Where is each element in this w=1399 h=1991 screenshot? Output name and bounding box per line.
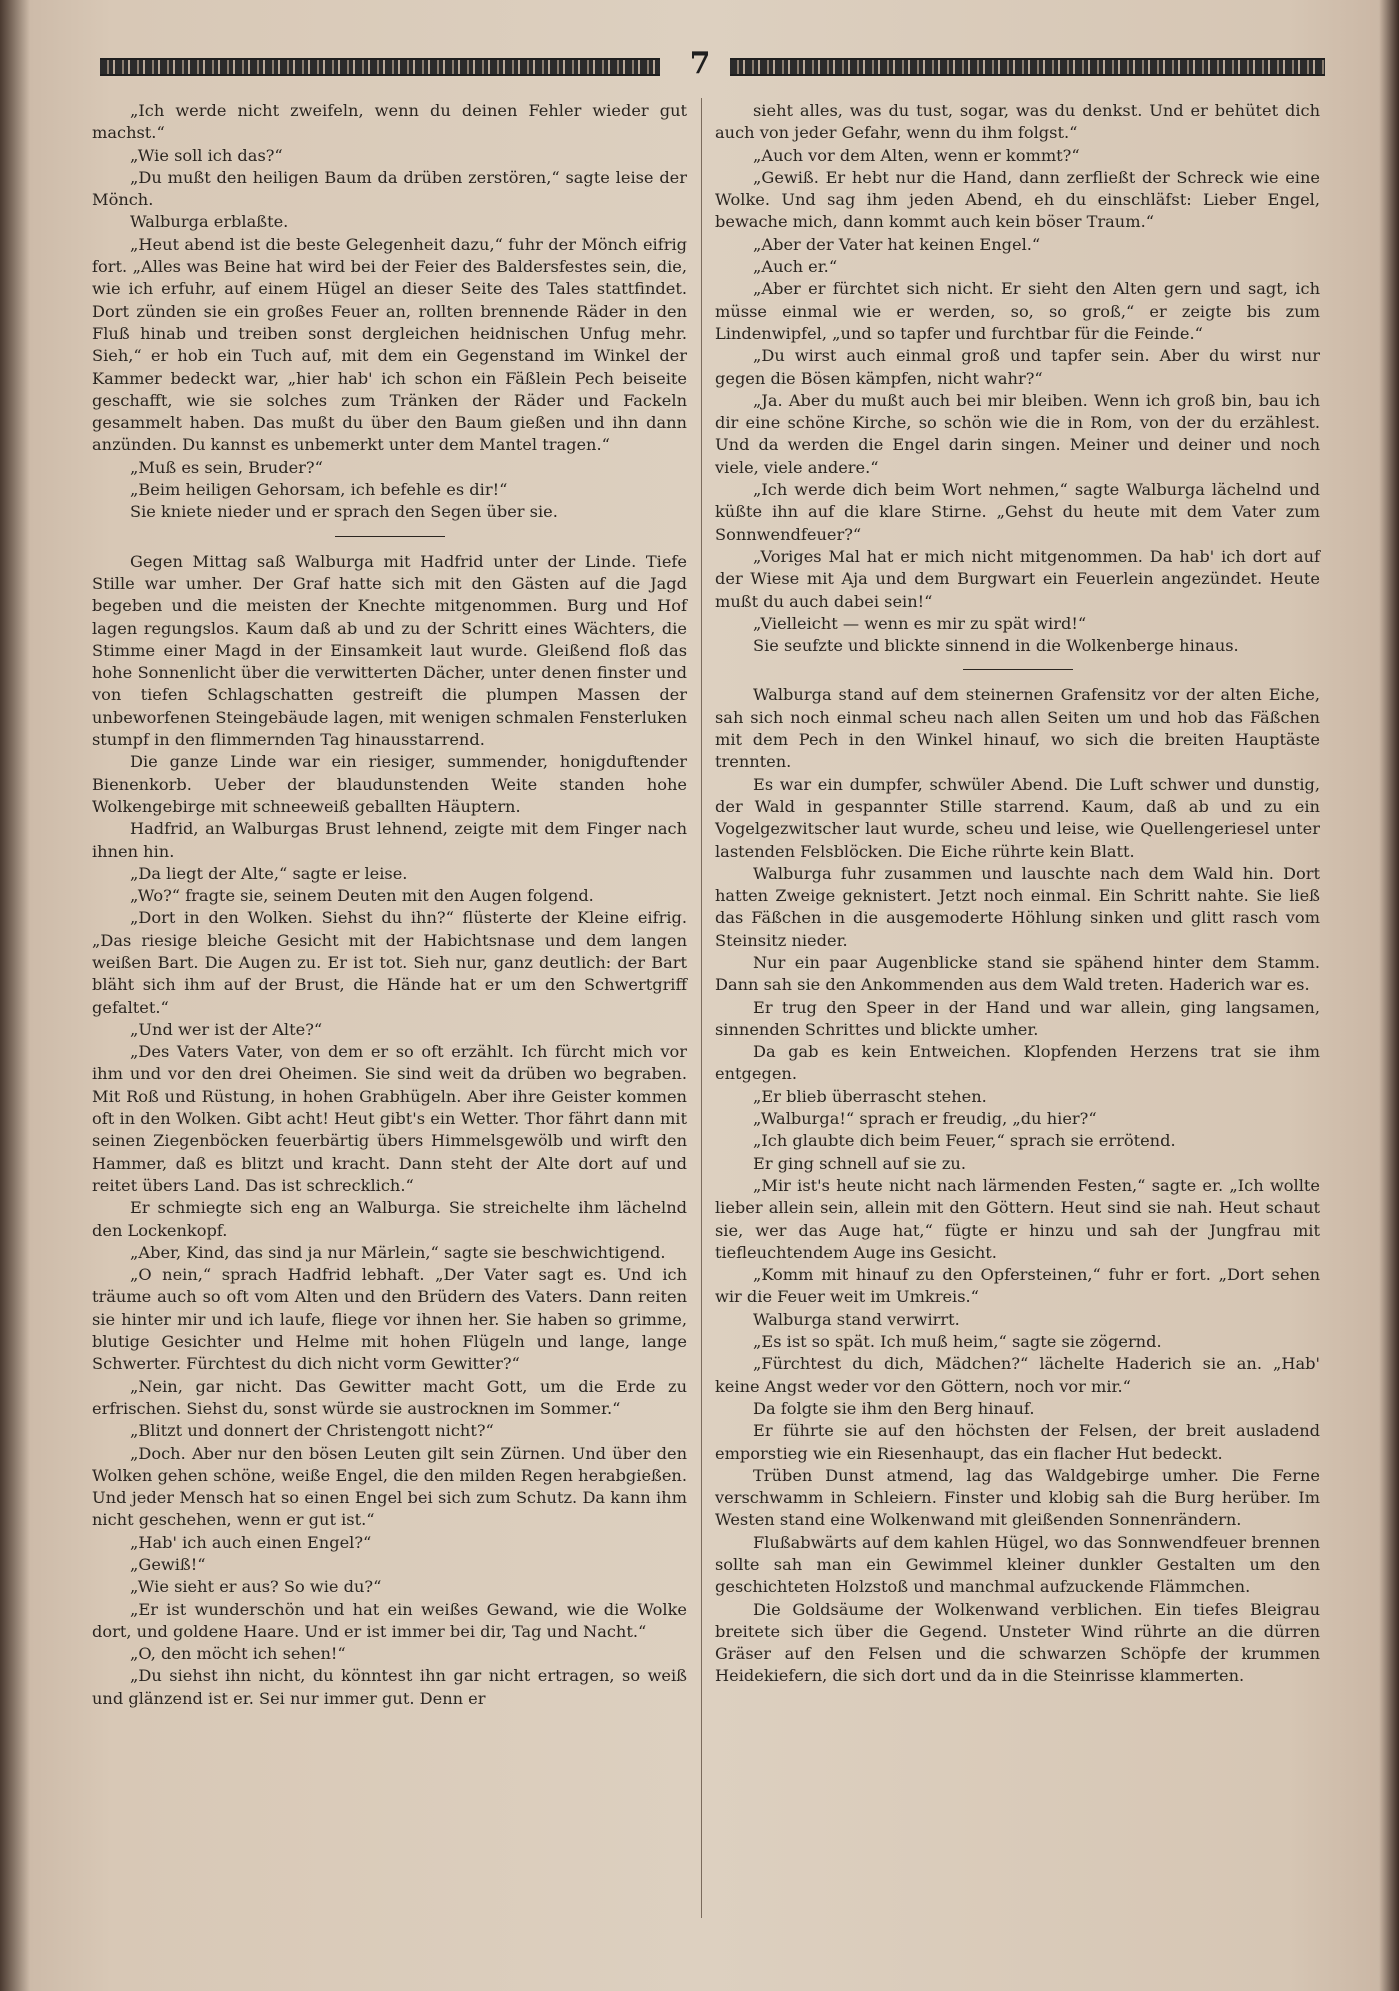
- paragraph: „Komm mit hinauf zu den Opfersteinen,“ fuhr er fort. „Dort sehen wir die Feuer weit im Umkreis.“: [715, 1265, 1320, 1307]
- paragraph: Trüben Dunst atmend, lag das Waldgebirge umher. Die Ferne verschwamm in Schleiern. Finster und klobig sah die Burg herüber. Im Westen stand eine Wolkenwand mit gleißenden Sonnenrändern.: [715, 1465, 1320, 1530]
- page-header: [100, 46, 1325, 80]
- paragraph: „O nein,“ sprach Hadfrid lebhaft. „Der Vater sagt es. Und ich träume auch so oft vom Alten und den Brüdern des Vaters. Dann reiten sie hinter mir und ich laufe, fliege vor ihnen her. Sie haben so grimme, blutige Gesichter und Helme mit hohen Flügeln und lange, lange Schwerter. Fürchtest du dich nicht vorm Gewitter?“: [92, 1265, 687, 1374]
- paragraph: „Du siehst ihn nicht, du könntest ihn gar nicht ertragen, so weiß und glänzend ist er. Sei nur immer gut. Denn er: [92, 1666, 687, 1708]
- paragraph: Er schmiegte sich eng an Walburga. Sie streichelte ihm lächelnd den Lockenkopf.: [92, 1198, 687, 1240]
- paragraph: sieht alles, was du tust, sogar, was du denkst. Und er behütet dich auch von jeder Gefahr, wenn du ihm folgst.“: [715, 101, 1320, 143]
- paragraph: „Er ist wunderschön und hat ein weißes Gewand, wie die Wolke dort, und goldene Haare. Und er ist immer bei dir, Tag und Nacht.“: [92, 1599, 687, 1641]
- paragraph: Walburga stand auf dem steinernen Grafensitz vor der alten Eiche, sah sich noch einmal scheu nach allen Seiten um und hob das Fäßchen mit dem Pech in den Winkel hinauf, wo sich die breiten Hauptäste trennten.: [715, 685, 1320, 772]
- paragraph: Die ganze Linde war ein riesiger, summender, honigduftender Bienenkorb. Ueber der blaudunstenden Weite standen hohe Wolkengebirge mit schneeweiß geballten Häuptern.: [92, 752, 687, 816]
- paragraph: „Muß es sein, Bruder?“: [130, 457, 323, 477]
- paragraph: Nur ein paar Augenblicke stand sie spähend hinter dem Stamm. Dann sah sie den Ankommenden aus dem Wald treten. Haderich war es.: [715, 952, 1320, 995]
- paragraph: „Er blieb überrascht stehen.: [753, 1086, 987, 1106]
- paragraph: Er trug den Speer in der Hand und war allein, ging langsamen, sinnenden Schrittes und blickte umher.: [715, 997, 1320, 1039]
- paragraph: „Wie soll ich das?“: [130, 145, 283, 165]
- paragraph: „Voriges Mal hat er mich nicht mitgenommen. Da hab' ich dort auf der Wiese mit Aja und dem Burgwart ein Feuerlein angezündet. Heute mußt du auch dabei sein!“: [715, 546, 1320, 611]
- paragraph: „Gewiß. Er hebt nur die Hand, dann zerfließt der Schreck wie eine Wolke. Und sag ihm jeden Abend, eh du einschläfst: Lieber Engel, bewache mich, dann kommt auch kein böser Traum.“: [715, 167, 1320, 232]
- paragraph: „Du wirst auch einmal groß und tapfer sein. Aber du wirst nur gegen die Bösen kämpfen, nicht wahr?“: [715, 346, 1320, 388]
- paragraph: „Ich werde dich beim Wort nehmen,“ sagte Walburga lächelnd und küßte ihn auf die klare Stirne. „Gehst du heute mit dem Vater zum Sonnwendfeuer?“: [715, 480, 1320, 544]
- paragraph: „Ich werde nicht zweifeln, wenn du deinen Fehler wieder gut machst.“: [92, 101, 687, 143]
- section-divider: [335, 536, 445, 537]
- paragraph: „Vielleicht — wenn es mir zu spät wird!“: [753, 613, 1087, 633]
- paragraph: „Walburga!“ sprach er freudig, „du hier?“: [753, 1109, 1097, 1129]
- paragraph: „Doch. Aber nur den bösen Leuten gilt sein Zürnen. Und über den Wolken gehen schöne, weiße Engel, die den milden Regen herabgießen. Und jeder Mensch hat so einen Engel bei sich zum Schutz. Da kann ihm nicht geschehen, wenn er gut ist.“: [92, 1443, 687, 1530]
- paragraph: „Fürchtest du dich, Mädchen?“ lächelte Haderich sie an. „Hab' keine Angst weder vor den Göttern, noch vor mir.“: [715, 1354, 1320, 1396]
- paragraph: „Hab' ich auch einen Engel?“: [130, 1532, 372, 1552]
- paragraph: Walburga stand verwirrt.: [753, 1309, 960, 1329]
- paragraph: Da gab es kein Entweichen. Klopfenden Herzens trat sie ihm entgegen.: [715, 1042, 1320, 1084]
- paragraph: „Auch er.“: [753, 257, 838, 277]
- paragraph: „Wie sieht er aus? So wie du?“: [130, 1577, 382, 1597]
- paragraph: „Aber der Vater hat keinen Engel.“: [753, 234, 1041, 254]
- paragraph: „Auch vor dem Alten, wenn er kommt?“: [753, 145, 1080, 165]
- paragraph: „Mir ist's heute nicht nach lärmenden Festen,“ sagte er. „Ich wollte lieber allein sein, allein mit den Göttern. Heut sind sie nah. Heut schaut sie, wer das Auge hat,“ fügte er hinzu und sah der Jungfrau mit tiefleuchtendem Auge ins Gesicht.: [715, 1175, 1320, 1262]
- paragraph: „Nein, gar nicht. Das Gewitter macht Gott, um die Erde zu erfrischen. Siehst du, sonst würde sie austrocknen im Sommer.“: [92, 1376, 687, 1418]
- paragraph: „Beim heiligen Gehorsam, ich befehle es dir!“: [130, 480, 508, 500]
- paragraph: Flußabwärts auf dem kahlen Hügel, wo das Sonnwendfeuer brennen sollte sah man ein Gewimmel kleiner dunkler Gestalten um den geschichteten Holzstoß und manchmal aufzuckende Flämmchen.: [715, 1532, 1320, 1597]
- paragraph: „Es ist so spät. Ich muß heim,“ sagte sie zögernd.: [753, 1332, 1162, 1352]
- section-divider: [963, 669, 1073, 670]
- paragraph: Sie kniete nieder und er sprach den Segen über sie.: [130, 502, 558, 522]
- right-column: [715, 100, 1320, 1688]
- paragraph: Er führte sie auf den höchsten der Felsen, der breit ausladend emporstieg wie ein Riesenhaupt, das ein flacher Hut bedeckt.: [715, 1421, 1320, 1463]
- paragraph: Er ging schnell auf sie zu.: [753, 1153, 966, 1173]
- paragraph: Sie seufzte und blickte sinnend in die Wolkenberge hinaus.: [753, 636, 1239, 656]
- binding-shadow: [0, 0, 30, 1991]
- paragraph: Hadfrid, an Walburgas Brust lehnend, zeigte mit dem Finger nach ihnen hin.: [92, 819, 687, 861]
- column-rule: [701, 98, 702, 1918]
- paragraph: „O, den möcht ich sehen!“: [130, 1644, 346, 1664]
- paragraph: „Du mußt den heiligen Baum da drüben zerstören,“ sagte leise der Mönch.: [92, 167, 687, 210]
- paragraph: „Ja. Aber du mußt auch bei mir bleiben. Wenn ich groß bin, bau ich dir eine schöne Kirche, so schön wie die in Rom, von der du erzählest. Und da werden die Engel darin singen. Meiner und deiner und noch viele, viele andere.“: [715, 390, 1320, 477]
- paragraph: „Des Vaters Vater, von dem er so oft erzählt. Ich fürcht mich vor ihm und vor den drei Oheimen. Sie sind weit da drüben wo begraben. Mit Roß und Rüstung, in hohen Grabhügeln. Aber ihre Geister kommen oft in den Wolken. Gibt acht! Heut gibt's ein Wetter. Thor fährt dann mit seinen Ziegenböcken feuerbärtig übers Himmelsgewölb und wirft den Hammer, daß es blitzt und kracht. Dann steht der Alte dort auf und reitet übers Land. Das ist schrecklich.“: [92, 1042, 687, 1195]
- paragraph: Walburga fuhr zusammen und lauschte nach dem Wald hin. Dort hatten Zweige geknistert. Jetzt noch einmal. Ein Schritt nahte. Sie ließ das Fäßchen in die ausgemoderte Höhlung sinken und glitt rasch vom Steinsitz nieder.: [715, 863, 1320, 950]
- page-number: 7: [689, 46, 711, 81]
- header-ornament-left: [100, 58, 660, 76]
- paragraph: Die Goldsäume der Wolkenwand verblichen. Ein tiefes Bleigrau breitete sich über die Gegend. Unsteter Wind rührte an die dürren Gräser auf den Felsen und die schwarzen Schöpfe der krummen Heidekiefern, die sich dort und da in die Steinrisse klammerten.: [715, 1599, 1320, 1686]
- paragraph: „Wo?“ fragte sie, seinem Deuten mit den Augen folgend.: [130, 886, 594, 906]
- paragraph: „Aber er fürchtet sich nicht. Er sieht den Alten gern und sagt, ich müsse einmal wie er werden, so, so groß,“ er zeigte bis zum Lindenwipfel, „und so tapfer und furchtbar für die Feinde.“: [715, 279, 1320, 343]
- paragraph: Gegen Mittag saß Walburga mit Hadfrid unter der Linde. Tiefe Stille war umher. Der Graf hatte sich mit den Gästen auf die Jagd begeben und die meisten der Knechte mitgenommen. Burg und Hof lagen regungslos. Kaum daß ab und zu der Schritt eines Wächters, die Stimme einer Magd in der Einsamkeit laut wurde. Gleißend floß das hohe Sonnenlicht über die verwitterten Dächer, unter denen finster und von tiefen Schlagschatten gestreift die plumpen Massen der unbeworfenen Steingebäude lagen, mit wenigen schmalen Fensterluken stumpf in den flimmernden Tag hinausstarrend.: [92, 551, 687, 750]
- paragraph: „Ich glaubte dich beim Feuer,“ sprach sie errötend.: [753, 1131, 1176, 1151]
- paragraph: „Heut abend ist die beste Gelegenheit dazu,“ fuhr der Mönch eifrig fort. „Alles was Beine hat wird bei der Feier des Baldersfestes sein, die, wie ich erfuhr, auf einem Hügel an dieser Seite des Tales stattfindet. Dort zünden sie ein großes Feuer an, rollten brennende Räder in den Fluß hinab und treiben sonst dergleichen heidnischen Unfug mehr. Sieh,“ er hob ein Tuch auf, mit dem ein Gegenstand im Winkel der Kammer bedeckt war, „hier hab' ich schon ein Fäßlein Pech beiseite geschafft, wie sie solches zum Tränken der Räder und Fackeln gesammelt haben. Das mußt du über den Baum gießen und ihn dann anzünden. Du kannst es unbemerkt unter dem Mantel tragen.“: [92, 234, 687, 455]
- paragraph: „Dort in den Wolken. Siehst du ihn?“ flüsterte der Kleine eifrig. „Das riesige bleiche Gesicht mit der Habichtsnase und dem langen weißen Bart. Die Augen zu. Er ist tot. Sieh nur, ganz deutlich: der Bart bläht sich ihm auf der Brust, die Hände hat er um den Schwertgriff gefaltet.“: [92, 908, 687, 1017]
- left-column: [92, 100, 687, 1710]
- paragraph: Es war ein dumpfer, schwüler Abend. Die Luft schwer und dunstig, der Wald in gespannter Stille starrend. Kaum, daß ab und zu ein Vogelgezwitscher laut wurde, scheu und leise, wie Quellengeriesel unter lastenden Felsblöcken. Die Eiche rührte kein Blatt.: [715, 774, 1320, 861]
- paragraph: „Gewiß!“: [130, 1555, 206, 1574]
- paragraph: „Aber, Kind, das sind ja nur Märlein,“ sagte sie beschwichtigend.: [130, 1242, 666, 1262]
- paragraph: „Blitzt und donnert der Christengott nicht?“: [130, 1421, 494, 1441]
- header-ornament-right: [730, 58, 1325, 76]
- paragraph: „Da liegt der Alte,“ sagte er leise.: [130, 863, 408, 883]
- paragraph: Walburga erblaßte.: [130, 212, 289, 232]
- paragraph: Da folgte sie ihm den Berg hinauf.: [753, 1398, 1035, 1418]
- paragraph: „Und wer ist der Alte?“: [130, 1019, 323, 1039]
- page-edge-shadow: [1379, 0, 1399, 1991]
